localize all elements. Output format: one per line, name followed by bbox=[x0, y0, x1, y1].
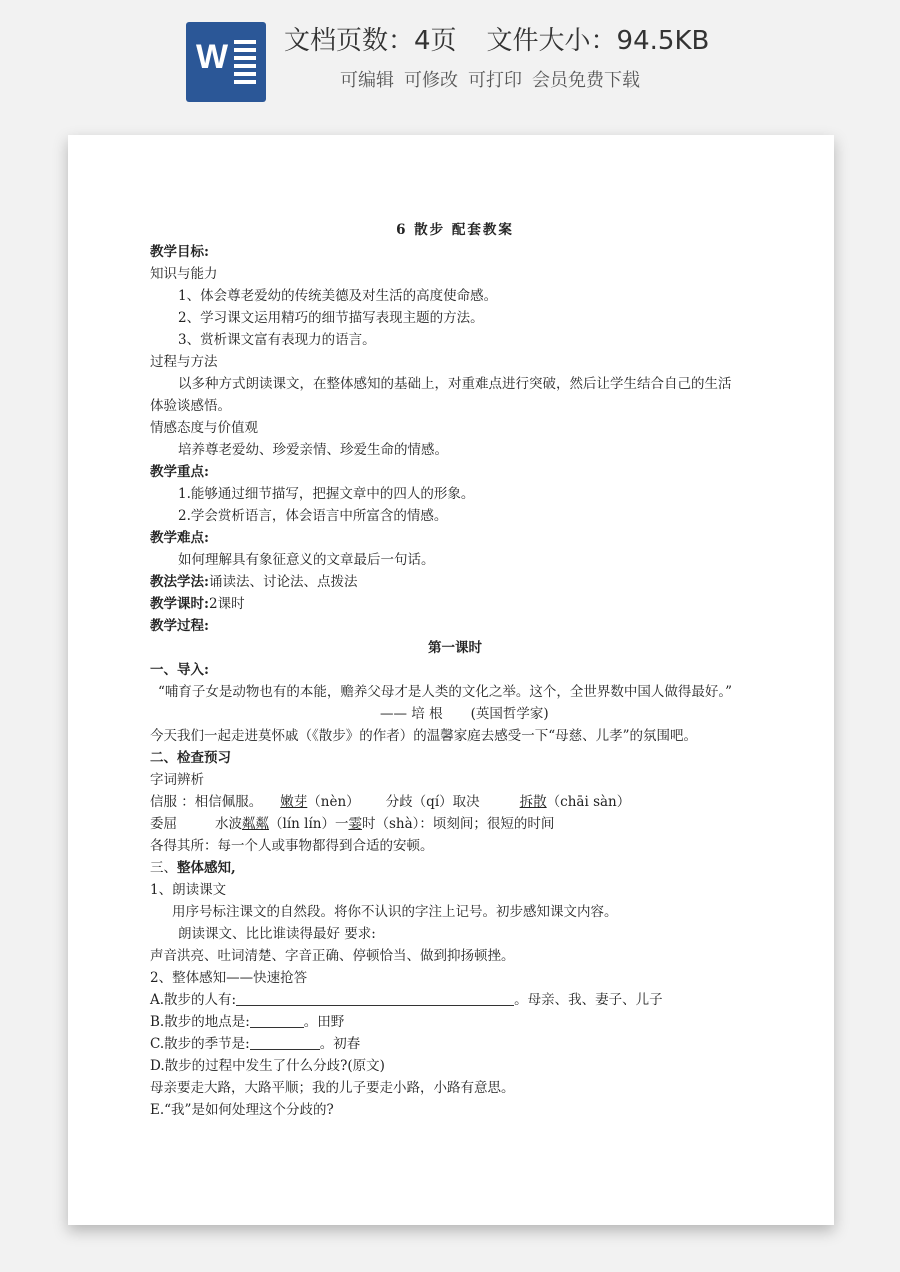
heading-procedure: 教学过程: bbox=[150, 618, 209, 634]
reading-step-1: 用序号标注课文的自然段。将你不认识的字注上记号。初步感知课文内容。 bbox=[172, 904, 618, 920]
feature-modifiable: 可修改 bbox=[404, 70, 458, 91]
vocab-chaisan-pinyin: （chāi sàn） bbox=[546, 794, 631, 810]
question-c-answer: 。初春 bbox=[319, 1036, 361, 1052]
document-title: 6 散步 配套教案 bbox=[396, 222, 514, 238]
quote-author-note: (英国哲学家) bbox=[470, 706, 549, 722]
heading-preview: 二、检查预习 bbox=[150, 750, 231, 766]
overall-heading-line bbox=[150, 857, 760, 879]
vocab-line-3: 各得其所：每一个人或事物都得到合适的安顿。 bbox=[150, 838, 434, 854]
document-content bbox=[150, 219, 760, 1121]
subheading-emotion: 情感态度与价值观 bbox=[150, 420, 258, 436]
page-count: 文档页数：4页 bbox=[284, 26, 457, 56]
answer-blank-a[interactable] bbox=[236, 991, 514, 1006]
file-size: 文件大小：94.5KB bbox=[486, 26, 710, 56]
vocab-weiqu: 委屈 bbox=[150, 816, 177, 832]
document-banner bbox=[0, 0, 900, 120]
question-b bbox=[150, 1011, 760, 1033]
vocab-chaisan: 拆散 bbox=[519, 794, 547, 810]
question-c-label: C.散步的季节是: bbox=[150, 1036, 250, 1052]
process-text-2: 体验谈感悟。 bbox=[150, 398, 231, 414]
reading-heading: 1、朗读课文 bbox=[150, 882, 227, 898]
overall-heading-number: 三、 bbox=[150, 860, 177, 876]
vocab-sha: 霎 bbox=[348, 816, 362, 832]
vocab-shashi-def: 时（shà）：顷刻间；很短的时间 bbox=[361, 816, 555, 832]
heading-key-points: 教学重点: bbox=[150, 464, 209, 480]
question-b-answer: 。田野 bbox=[303, 1014, 345, 1030]
document-features bbox=[340, 66, 640, 92]
vocab-shuibo: 水波 bbox=[215, 816, 242, 832]
knowledge-item-1: 1、体会尊老爱幼的传统美德及对生活的高度使命感。 bbox=[178, 288, 498, 304]
quick-answer-heading: 2、整体感知——快速抢答 bbox=[150, 970, 308, 986]
answer-blank-c[interactable] bbox=[250, 1035, 320, 1050]
vocab-line-1 bbox=[150, 791, 760, 813]
knowledge-item-2: 2、学习课文运用精巧的细节描写表现主题的方法。 bbox=[178, 310, 484, 326]
question-e: E.“我”是如何处理这个分歧的? bbox=[150, 1102, 334, 1118]
quote-attribution bbox=[150, 703, 760, 725]
reading-requirements: 声音洪亮、吐词清楚、字音正确、停顿恰当、做到抑扬顿挫。 bbox=[150, 948, 515, 964]
difficulty-text: 如何理解具有象征意义的文章最后一句话。 bbox=[178, 552, 435, 568]
process-text-1: 以多种方式朗读课文，在整体感知的基础上，对重难点进行突破，然后让学生结合自己的生活 bbox=[178, 376, 732, 392]
heading-hours: 教学课时: bbox=[150, 596, 209, 612]
feature-editable: 可编辑 bbox=[340, 70, 394, 91]
answer-blank-b[interactable] bbox=[250, 1013, 304, 1028]
subheading-process: 过程与方法 bbox=[150, 354, 218, 370]
question-a-label: A.散步的人有: bbox=[150, 992, 237, 1008]
key-point-1: 1.能够通过细节描写，把握文章中的四人的形象。 bbox=[178, 486, 475, 502]
knowledge-item-3: 3、赏析课文富有表现力的语言。 bbox=[178, 332, 376, 348]
heading-objectives: 教学目标: bbox=[150, 244, 209, 260]
reading-step-2: 朗读课文、比比谁读得最好 要求: bbox=[178, 926, 376, 942]
subheading-knowledge: 知识与能力 bbox=[150, 266, 218, 282]
question-d-answer: 母亲要走大路，大路平顺；我的儿子要走小路，小路有意思。 bbox=[150, 1080, 515, 1096]
subheading-vocab: 字词辨析 bbox=[150, 772, 204, 788]
word-document-icon bbox=[186, 22, 266, 102]
emotion-text: 培养尊老爱幼、珍爱亲情、珍爱生命的情感。 bbox=[178, 442, 448, 458]
heading-difficulty: 教学难点: bbox=[150, 530, 209, 546]
document-info bbox=[284, 20, 709, 57]
word-icon-letter: W bbox=[196, 38, 229, 76]
question-c bbox=[150, 1033, 760, 1055]
hours-value: 2课时 bbox=[208, 596, 245, 612]
vocab-line-2 bbox=[150, 813, 760, 835]
methods-value: 诵读法、讨论法、点拨法 bbox=[208, 574, 358, 590]
lesson-one-heading: 第一课时 bbox=[428, 640, 482, 656]
methods-line bbox=[150, 571, 760, 593]
question-b-label: B.散步的地点是: bbox=[150, 1014, 250, 1030]
word-icon-lines bbox=[234, 40, 256, 84]
vocab-nenya: 嫩芽 bbox=[280, 794, 308, 810]
vocab-nenya-pinyin: （nèn） bbox=[307, 794, 360, 810]
hours-line bbox=[150, 593, 760, 615]
vocab-linlin: 粼粼 bbox=[242, 816, 269, 832]
heading-intro: 一、导入: bbox=[150, 662, 209, 678]
key-point-2: 2.学会赏析语言，体会语言中所富含的情感。 bbox=[178, 508, 448, 524]
feature-printable: 可打印 bbox=[468, 70, 522, 91]
overall-heading: 整体感知, bbox=[177, 860, 236, 876]
question-a bbox=[150, 989, 760, 1011]
vocab-fenqi: 分歧（qí）取决 bbox=[385, 794, 480, 810]
vocab-linlin-pinyin: （lín lín）一 bbox=[269, 816, 349, 832]
intro-text: 今天我们一起走进莫怀戚（《散步》的作者）的温馨家庭去感受一下“母慈、儿孝”的氛围吧。 bbox=[150, 728, 698, 744]
question-a-answer: 。母亲、我、妻子、儿子 bbox=[514, 992, 663, 1008]
intro-quote: “哺育子女是动物也有的本能，赡养父母才是人类的文化之举。这个，全世界数中国人做得最好。” bbox=[158, 684, 733, 700]
question-d: D.散步的过程中发生了什么分歧?(原文) bbox=[150, 1058, 385, 1074]
document-page bbox=[68, 135, 834, 1225]
quote-author: —— 培 根 bbox=[380, 706, 443, 722]
heading-methods: 教法学法: bbox=[150, 574, 209, 590]
vocab-xinfu: 信服 ：相信佩服。 bbox=[150, 794, 263, 810]
feature-free-download: 会员免费下载 bbox=[532, 70, 640, 91]
